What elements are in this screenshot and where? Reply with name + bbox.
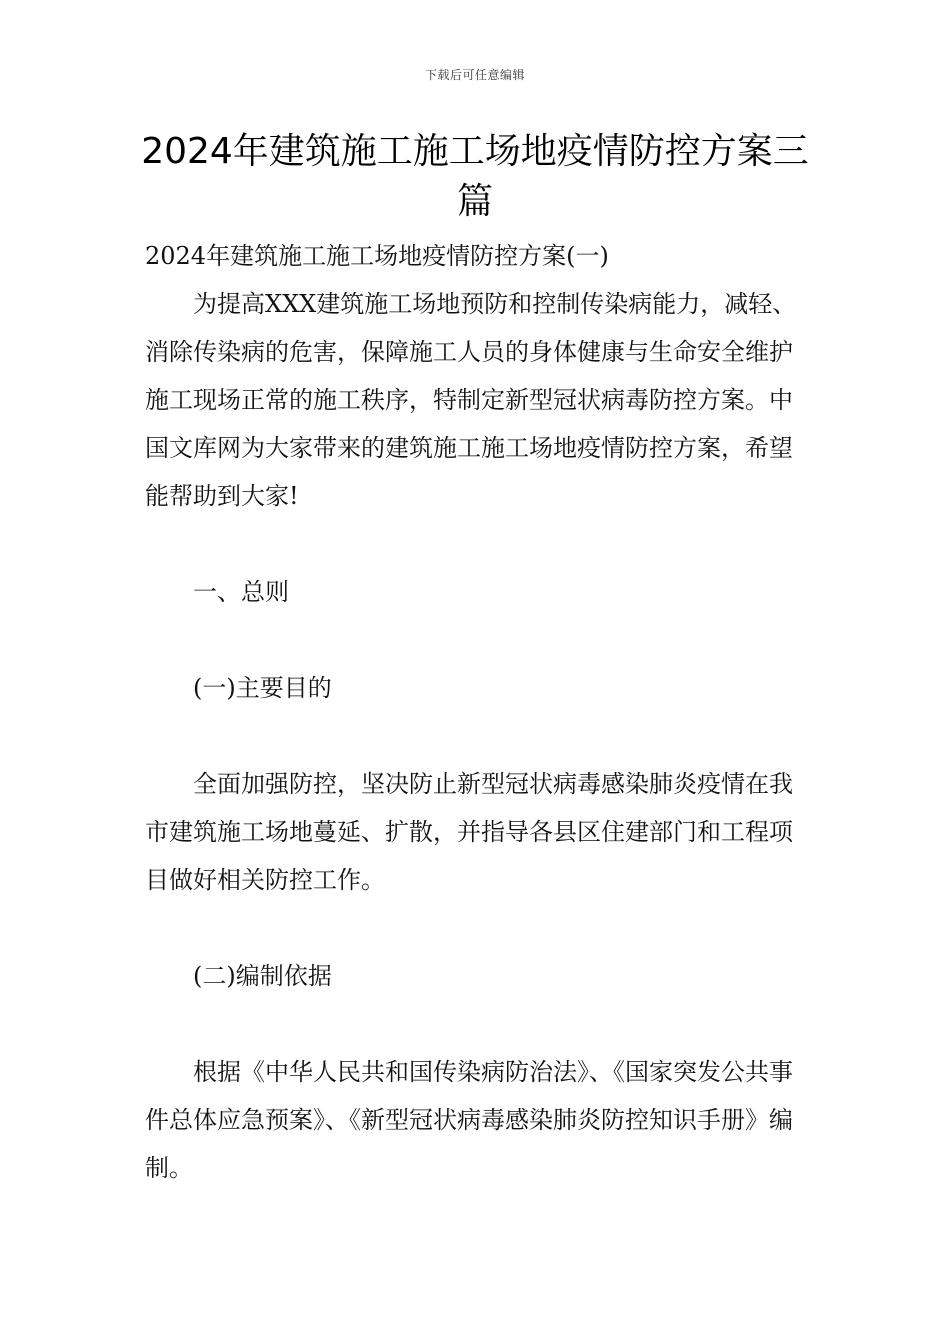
basis-paragraph: 根据《中华人民共和国传染病防治法》、《国家突发公共事件总体应急预案》、《新型冠状病毒感染肺炎防控知识手册》编制。 bbox=[145, 1058, 793, 1182]
heading-basis: (二)编制依据 bbox=[193, 962, 332, 990]
document-body bbox=[145, 232, 815, 1192]
spacer bbox=[145, 520, 815, 568]
intro-paragraph: 为提高XXX建筑施工场地预防和控制传染病能力，减轻、消除传染病的危害，保障施工人员的身体健康与生命安全维护施工现场正常的施工秩序，特制定新型冠状病毒防控方案。中国文库网为大家带来的建筑施工施工场地疫情防控方案，希望能帮助到大家! bbox=[145, 290, 797, 510]
document-title: 2024年建筑施工施工场地疫情防控方案三篇 bbox=[141, 131, 809, 222]
spacer bbox=[145, 616, 815, 664]
spacer bbox=[145, 712, 815, 760]
heading-general-principles: 一、总则 bbox=[193, 578, 289, 606]
spacer bbox=[145, 1000, 815, 1048]
section-subtitle: 2024年建筑施工施工场地疫情防控方案(一) bbox=[145, 242, 609, 270]
main-purpose-paragraph: 全面加强防控，坚决防止新型冠状病毒感染肺炎疫情在我市建筑施工场地蔓延、扩散，并指导各县区住建部门和工程项目做好相关防控工作。 bbox=[145, 770, 793, 894]
spacer bbox=[145, 904, 815, 952]
heading-main-purpose: (一)主要目的 bbox=[193, 674, 332, 702]
header-note: 下载后可任意编辑 bbox=[424, 68, 525, 82]
